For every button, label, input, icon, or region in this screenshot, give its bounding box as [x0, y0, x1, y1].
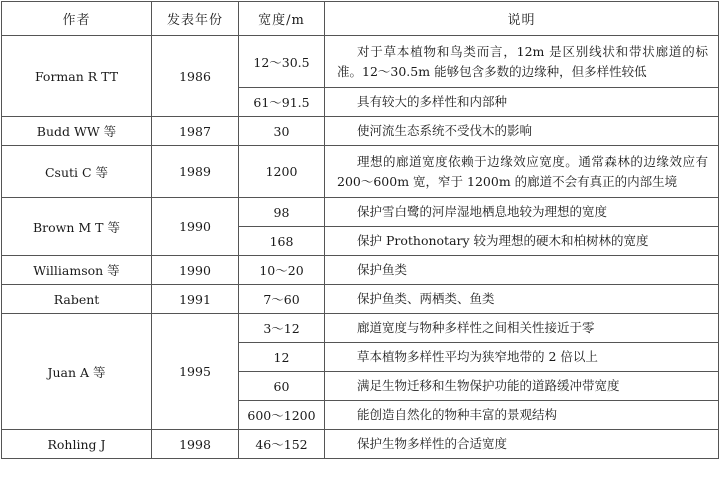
cell-width: 10～20: [239, 256, 325, 285]
table-row: [2, 285, 719, 314]
cell-description: 保护生物多样性的合适宽度: [325, 430, 719, 459]
cell-author: Budd WW 等: [2, 117, 152, 146]
cell-description: 草本植物多样性平均为狭窄地带的 2 倍以上: [325, 343, 719, 372]
header-year: 发表年份: [152, 2, 239, 36]
cell-description: 保护鱼类、两栖类、鱼类: [325, 285, 719, 314]
cell-description: 具有较大的多样性和内部种: [325, 88, 719, 117]
cell-year: 1991: [152, 285, 239, 314]
cell-year: 1990: [152, 198, 239, 256]
cell-author: Rabent: [2, 285, 152, 314]
cell-author: Rohling J: [2, 430, 152, 459]
header-author: 作者: [2, 2, 152, 36]
cell-year: 1987: [152, 117, 239, 146]
cell-author: Forman R TT: [2, 36, 152, 117]
cell-year: 1986: [152, 36, 239, 117]
table-row: [2, 36, 719, 88]
cell-width: 98: [239, 198, 325, 227]
cell-author: Williamson 等: [2, 256, 152, 285]
cell-width: 46～152: [239, 430, 325, 459]
table-row: [2, 117, 719, 146]
cell-author: Juan A 等: [2, 314, 152, 430]
table-body: [2, 36, 719, 459]
header-width: 宽度/m: [239, 2, 325, 36]
cell-year: 1995: [152, 314, 239, 430]
cell-width: 30: [239, 117, 325, 146]
cell-description: 对于草本植物和鸟类而言，12m 是区别线状和带状廊道的标准。12～30.5m 能够包含多数的边缘种，但多样性较低: [325, 36, 719, 88]
cell-width: 12～30.5: [239, 36, 325, 88]
cell-year: 1998: [152, 430, 239, 459]
cell-description: 能创造自然化的物种丰富的景观结构: [325, 401, 719, 430]
table-row: [2, 198, 719, 227]
cell-description: 理想的廊道宽度依赖于边缘效应宽度。通常森林的边缘效应有 200～600m 宽，窄于 1200m 的廊道不会有真正的内部生境: [325, 146, 719, 198]
cell-width: 600～1200: [239, 401, 325, 430]
cell-author: Brown M T 等: [2, 198, 152, 256]
cell-width: 60: [239, 372, 325, 401]
cell-width: 7～60: [239, 285, 325, 314]
header-row: [2, 2, 719, 36]
cell-description: 廊道宽度与物种多样性之间相关性接近于零: [325, 314, 719, 343]
header-description: 说明: [325, 2, 719, 36]
cell-year: 1989: [152, 146, 239, 198]
cell-width: 61～91.5: [239, 88, 325, 117]
cell-description: 保护鱼类: [325, 256, 719, 285]
table-row: [2, 314, 719, 343]
cell-description: 保护 Prothonotary 较为理想的硬木和柏树林的宽度: [325, 227, 719, 256]
corridor-width-table: [1, 1, 719, 459]
table-row: [2, 256, 719, 285]
cell-description: 满足生物迁移和生物保护功能的道路缓冲带宽度: [325, 372, 719, 401]
cell-width: 3～12: [239, 314, 325, 343]
cell-description: 保护雪白鹭的河岸湿地栖息地较为理想的宽度: [325, 198, 719, 227]
cell-description: 使河流生态系统不受伐木的影响: [325, 117, 719, 146]
cell-width: 12: [239, 343, 325, 372]
cell-year: 1990: [152, 256, 239, 285]
cell-width: 168: [239, 227, 325, 256]
cell-author: Csuti C 等: [2, 146, 152, 198]
table-row: [2, 146, 719, 198]
cell-width: 1200: [239, 146, 325, 198]
table-row: [2, 430, 719, 459]
